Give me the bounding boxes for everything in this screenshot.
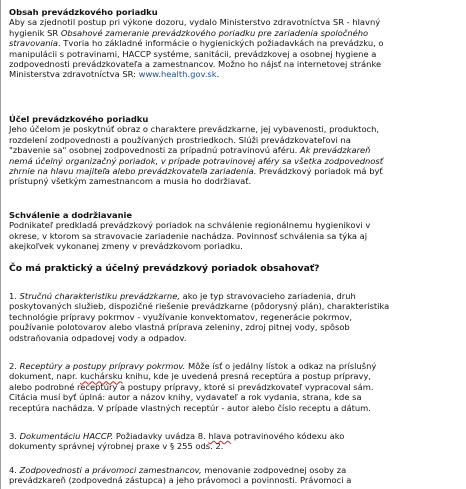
text-line: Citácia musí byť úplná: autor a názov knihy, vydavateľ a rok vydania, strana, kde sa — [9, 392, 362, 403]
text-line: zodpovednosti prevádzkovateľa a zamestnancov. Možno ho nájsť na internetovej stránke — [9, 59, 382, 70]
text-line: stravovania. Tvoria ho základné informácie o hygienických požiadavkách na prevádzku, o — [9, 38, 384, 49]
question-heading: Čo má praktický a účelný prevádzkový poriadok obsahovať? — [9, 263, 320, 274]
spelling-mark: kuchársku — [80, 371, 123, 382]
item-charakteristika — [9, 291, 461, 343]
section-title-ucel: Účel prevádzkového poriadku — [9, 114, 149, 124]
text-line: rozdelení zodpovednosti a používaných prostriedkoch. Slúži prevádzkovateľovi na — [9, 134, 351, 145]
item-zodpovednosti — [9, 465, 461, 486]
text-line: Aby sa zjednotil postup pri výkone dozoru, vydalo Ministerstvo zdravotníctva SR - hlavný — [9, 17, 381, 28]
text-line: akejkoľvek vykonanej zmeny v prevádzkovom poriadku. — [9, 241, 243, 252]
text-line: Jeho účelom je poskytnúť obraz o charaktere prevádzkarne, jej vybavenosti, produktoch, — [9, 124, 380, 135]
section-title-obsah: Obsah prevádzkového poriadku — [9, 7, 158, 17]
text-line: hygienik SR Obsahové zameranie prevádzkového poriadku pre zariadenia spoločného — [9, 27, 369, 38]
text-line: dokument, napr. kuchársku knihu, kde je uvedená presná receptúra a postup prípravy, — [9, 371, 372, 382]
text-line: okrese, v ktorom sa stravovacie zariadenie nachádza. Povinnosť schválenia sa týka aj — [9, 230, 368, 241]
text-line: odstraňovania odpadovej vody a odpadov. — [9, 332, 187, 343]
section-ucel — [9, 114, 461, 187]
text-line: manipulácii s potravinami, HACCP systéme, sanitácii, prevádzkovej a osobnej hygiene a — [9, 48, 377, 59]
text-line: receptúra nachádza. V prípade vlastných receptúr - autor alebo číslo receptu a dátum. — [9, 402, 371, 413]
text-line: technológie prípravy pokrmov - využívanie konvektomatov, regenerácie pokrmov, — [9, 311, 353, 322]
text-line: Podnikateľ predkladá prevádzkový poriadok na schválenie regionálnemu hygienikovi v — [9, 220, 371, 231]
section-obsah — [9, 7, 461, 80]
text-line: nemá účelný organizačný poriadok, v prípade potravinovej aféry sa všetka zodpovednosť — [9, 155, 384, 166]
text-line: alebo podrobné receptúry a postupy prípravy, ktoré si prevádzkovateľ vypracoval sám. — [9, 381, 374, 392]
text-line: používanie polotovarov alebo vlastná príprava zeleniny, zdroj pitnej vody, spôsob — [9, 322, 350, 333]
text-line: 4. Zodpovednosti a právomoci zamestnancov, menovanie zodpovednej osoby za — [9, 465, 347, 475]
item-haccp — [9, 431, 461, 452]
text-line: "zbavenie sa" osobnej zodpovednosti za prípadnú potravinovú aféru. Ak prevádzkareň — [9, 145, 371, 156]
spelling-mark: hlava — [208, 431, 232, 441]
text-line: poskytovaných služieb, dispozičné riešenie prevádzkarne (pôdorysný plán), charakteristika — [9, 301, 390, 312]
text-line: prevádzkareň (zodpovedná zástupca) a jeho právomoci a povinnosti. Právomoci a — [9, 475, 352, 486]
text-line: prístupný všetkým zamestnancom a musia ho dodržiavať. — [9, 176, 252, 187]
text-line: zhrnie na hlavu majiteľa alebo prevádzkovateľa zariadenia. Prevádzkový poriadok má byť — [9, 166, 383, 177]
item-receptury — [9, 361, 461, 413]
section-schvalenie — [9, 210, 461, 252]
text-line: 3. Dokumentáciu HACCP. Požiadavky uvádza 8. hlava potravinového kódexu ako — [9, 431, 345, 441]
text-line: 2. Receptúry a postupy prípravy pokrmov. Môže ísť o jedálny lístok a odkaz na príslušný — [9, 361, 377, 371]
text-line: Ministerstva zdravotníctva SR: www.health.gov.sk. — [9, 69, 220, 80]
text-line: 1. Stručnú charakteristiku prevádzkarne, ako je typ stravovacieho zariadenia, druh — [9, 291, 356, 301]
section-title-schvalenie: Schválenie a dodržiavanie — [9, 210, 133, 220]
text-line: dokumenty správnej výrobnej praxe v § 255 ods. 2. — [9, 441, 224, 452]
health-website-link[interactable]: www.health.gov.sk — [138, 69, 217, 80]
